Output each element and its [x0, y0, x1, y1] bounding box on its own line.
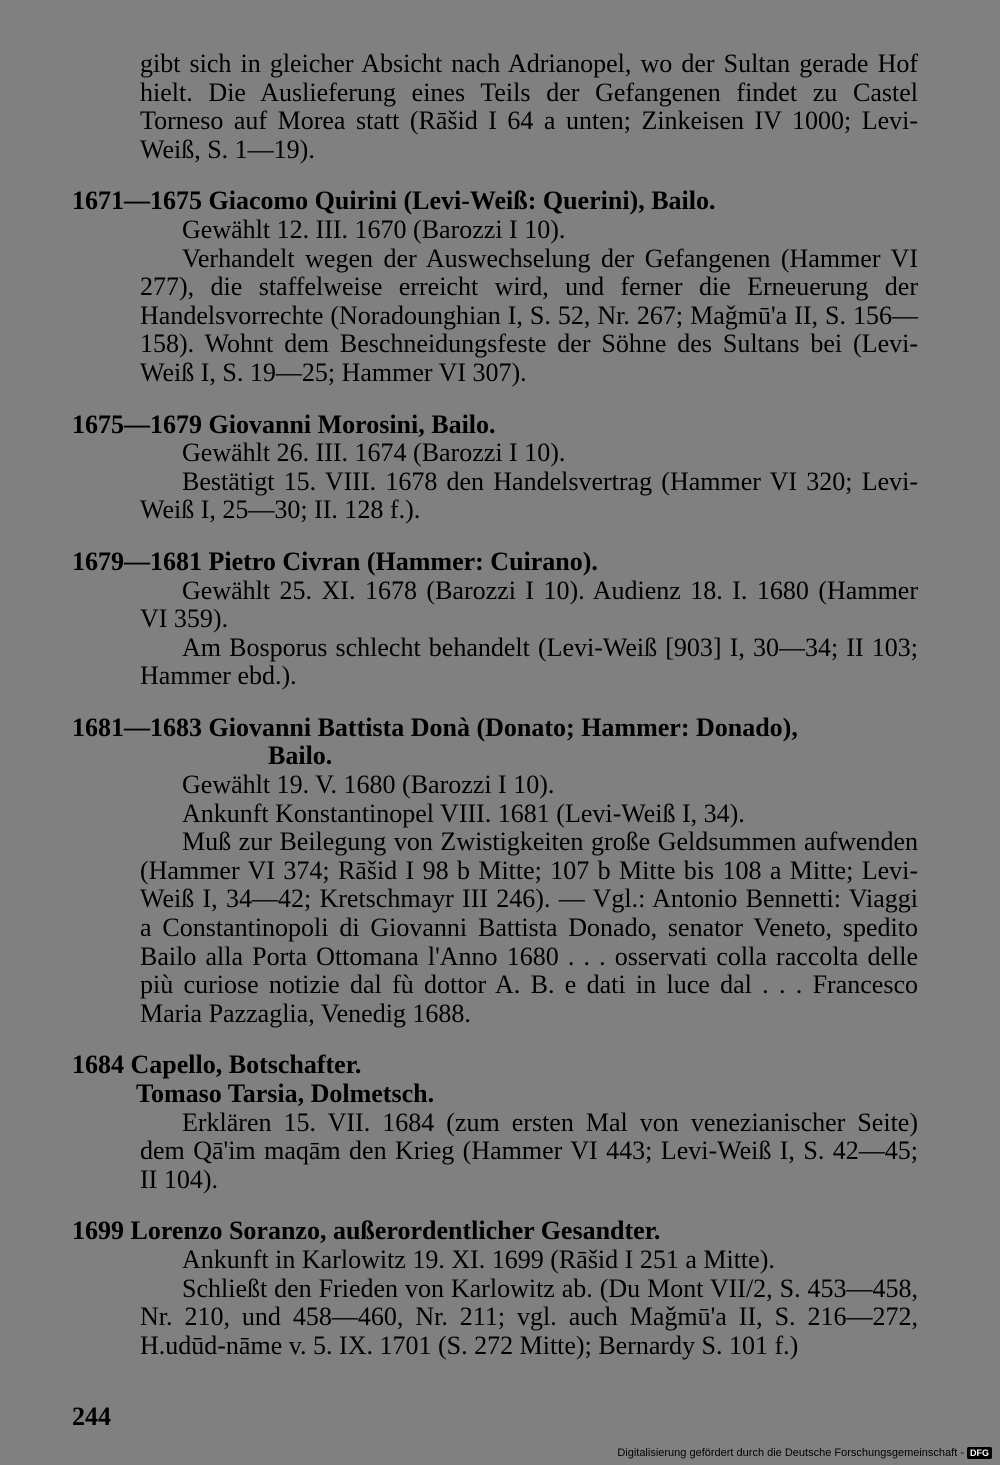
footer-text: Digitalisierung gefördert durch die Deutsche Forschungsgemeinschaft - — [617, 1447, 964, 1459]
page-text — [72, 50, 918, 1360]
entry-heading-continuation: Bailo. — [268, 741, 333, 771]
entry-paragraph: Am Bosporus schlecht behandelt (Levi-Weiß [903] I, 30—34; II 103; Hammer ebd.). — [140, 632, 918, 691]
entry-body — [72, 577, 918, 691]
entry — [72, 187, 918, 387]
entry-heading: 1681—1683 Giovanni Battista Donà (Donato; Hammer: Donado), — [72, 712, 798, 742]
entry-paragraph: Gewählt 12. III. 1670 (Barozzi I 10). — [182, 214, 566, 244]
entry — [72, 548, 918, 691]
entry — [72, 1217, 918, 1360]
entry — [72, 714, 918, 1029]
footer-credit — [617, 1447, 992, 1459]
dfg-logo: DFG — [967, 1447, 992, 1459]
entry-heading: 1675—1679 Giovanni Morosini, Bailo. — [72, 409, 496, 439]
entry-body — [72, 1109, 918, 1195]
page-number: 244 — [72, 1402, 111, 1431]
entry-paragraph: Schließt den Frieden von Karlowitz ab. (Du Mont VII/2, S. 453—458, Nr. 210, und 458—460, Nr. 211; vgl. auch Maǧmū'a II, S. 216—272, H.udūd-nāme v. 5. IX. 1701 (S. 272 Mitte); Bernardy S. 101 f.) — [140, 1273, 918, 1360]
entry-paragraph: Verhandelt wegen der Auswechselung der Gefangenen (Hammer VI 277), die staffelweise erreicht wird, und ferner die Erneuerung der Handelsvorrechte (Noradounghian I, S. 52, Nr. 267; Maǧmū'a II, S. 156—158). Wohnt dem Beschneidungsfeste der Söhne des Sultans bei (Levi-Weiß I, S. 19—25; Hammer VI 307). — [140, 243, 918, 387]
entry-paragraph: Gewählt 19. V. 1680 (Barozzi I 10). — [182, 770, 555, 800]
entry-paragraph: Gewählt 25. XI. 1678 (Barozzi I 10). Audienz 18. I. 1680 (Hammer VI 359). — [140, 575, 918, 634]
entry-paragraph: Gewählt 26. III. 1674 (Barozzi I 10). — [182, 438, 566, 468]
entry-heading: 1671—1675 Giacomo Quirini (Levi-Weiß: Querini), Bailo. — [72, 186, 716, 216]
entry-paragraph: Bestätigt 15. VIII. 1678 den Handelsvertrag (Hammer VI 320; Levi-Weiß I, 25—30; II. 128 f.). — [140, 466, 918, 525]
entry-body — [72, 1246, 918, 1360]
entry-paragraph: Muß zur Beilegung von Zwistigkeiten große Geldsummen aufwenden (Hammer VI 374; Rāšid I 98 b Mitte; 107 b Mitte bis 108 a Mitte; Levi-Weiß I, 34—42; Kretschmayr III 246). — Vgl.: Antonio Bennetti: Viaggi a Constantinopoli di Giovanni Battista Donado, senator Veneto, spedito Bailo alla Porta Ottomana l'Anno 1680 . . . osservati colla raccolta delle più curiose notizie dal fù dottor A. B. e dati in luce dal . . . Francesco Maria Pazzaglia, Venedig 1688. — [140, 827, 918, 1028]
intro-paragraph — [72, 50, 918, 164]
entry-paragraph: Erklären 15. VII. 1684 (zum ersten Mal von venezianischer Seite) dem Qā'im maqām den Krieg (Hammer VI 443; Levi-Weiß I, S. 42—45; II 104). — [140, 1107, 918, 1194]
entry — [72, 411, 918, 525]
entry-heading: 1684 Capello, Botschafter. — [72, 1050, 362, 1080]
entry-body — [72, 771, 918, 1028]
entry-heading: 1679—1681 Pietro Civran (Hammer: Cuirano). — [72, 546, 598, 576]
entry-body — [72, 439, 918, 525]
entry-paragraph: Ankunft Konstantinopel VIII. 1681 (Levi-Weiß I, 34). — [182, 798, 745, 828]
entry-heading: 1699 Lorenzo Soranzo, außerordentlicher Gesandter. — [72, 1216, 661, 1246]
intro-text: gibt sich in gleicher Absicht nach Adrianopel, wo der Sultan gerade Hof hielt. Die Auslieferung eines Teils der Gefangenen findet zu Castel Torneso auf Morea statt (Rāšid I 64 a unten; Zinkeisen IV 1000; Levi-Weiß, S. 1—19). — [140, 49, 918, 164]
entry-subheading: Tomaso Tarsia, Dolmetsch. — [136, 1079, 435, 1108]
entry-paragraph: Ankunft in Karlowitz 19. XI. 1699 (Rāšid I 251 a Mitte). — [182, 1244, 775, 1274]
entry — [72, 1051, 918, 1194]
entry-body — [72, 216, 918, 388]
